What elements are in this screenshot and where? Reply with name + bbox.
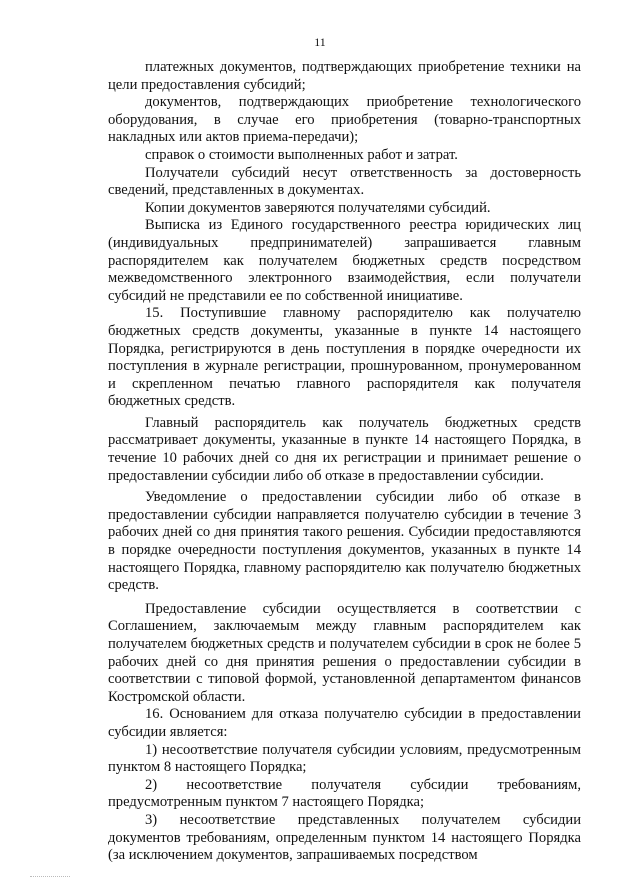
paragraph-notification: Уведомление о предоставлении субсидии либо об отказе в предоставлении субсидии направляется получателю субсидии в течение 3 рабочих дней со дня принятия такого решения. Субсидии предоставляются в порядке очередности поступления документов, указанных в пункте 14 настоящего Порядка, главному распорядителю как получателю бюджетных средств. <box>108 489 581 594</box>
paragraph-copies-certified: Копии документов заверяются получателями субсидий. <box>145 199 491 216</box>
paragraph-equipment-documents: документов, подтверждающих приобретение технологического оборудования, в случае его приобретения (товарно-транспортных накладных или актов приема-передачи); <box>108 94 581 146</box>
paragraph-agreement: Предоставление субсидии осуществляется в соответствии с Соглашением, заключаемым между главным распорядителем как получателем бюджетных средств и получателем субсидии в срок не более 5 рабочих дней со дня принятия решения о предоставлении субсидии в соответствии с типовой формой, установленной департаментом финансов Костромской области. <box>108 600 581 705</box>
list-item-1: 1) несоответствие получателя субсидии условиям, предусмотренным пунктом 8 настоящего Порядка; <box>108 741 581 776</box>
paragraph-responsibility: Получатели субсидий несут ответственность за достоверность сведений, представленных в документах. <box>108 164 581 199</box>
page-number: 11 <box>314 35 326 49</box>
paragraph-review-documents: Главный распорядитель как получатель бюджетных средств рассматривает документы, указанные в пункте 14 настоящего Порядка, в течение 10 рабочих дней со дня их регистрации и принимает решение о предоставлении субсидии либо об отказе в предоставлении субсидии. <box>108 414 581 484</box>
list-item-2: 2) несоответствие получателя субсидии требованиям, предусмотренным пунктом 7 настоящего Порядка; <box>108 776 581 811</box>
paragraph-item-16: 16. Основанием для отказа получателю субсидии в предоставлении субсидии является: <box>108 706 581 740</box>
paragraph-item-15: 15. Поступившие главному распорядителю как получателю бюджетных средств документы, указанные в пункте 14 настоящего Порядка, регистрируются в день поступления в порядке очередности их поступления в журнале регистрации, прошнурованном, пронумерованном и скрепленном печатью главного распорядителя как получателя бюджетных средств. <box>108 305 581 410</box>
paragraph-payment-documents: платежных документов, подтверждающих приобретение техники на цели предоставления субсидий; <box>108 59 581 93</box>
document-body <box>108 59 581 865</box>
page-footer-divider <box>30 876 70 878</box>
paragraph-cost-certificates: справок о стоимости выполненных работ и затрат. <box>145 146 458 163</box>
paragraph-registry-extract: Выписка из Единого государственного реестра юридических лиц (индивидуальных предпринимателей) запрашивается главным распорядителем как получателем бюджетных средств посредством межведомственного электронного взаимодействия, если получатели субсидий не представили ее по собственной инициативе. <box>108 217 581 304</box>
list-item-3: 3) несоответствие представленных получателем субсидии документов требованиям, определенным пунктом 14 настоящего Порядка (за исключением документов, запрашиваемых посредством <box>108 811 581 864</box>
